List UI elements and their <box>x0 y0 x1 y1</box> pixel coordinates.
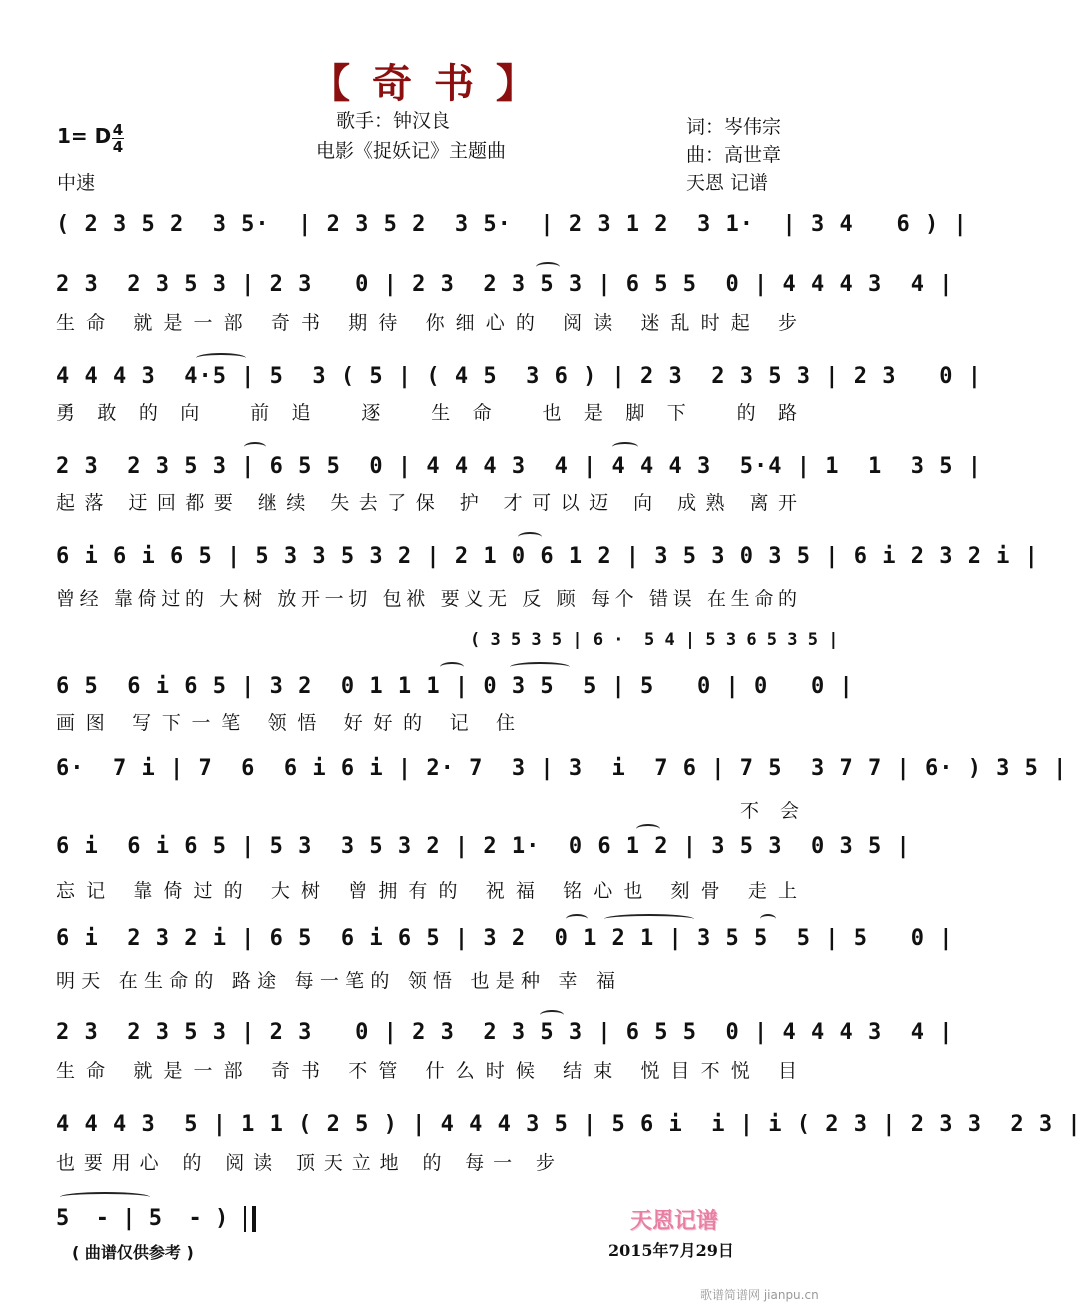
transcription-date: 2015年7月29日 <box>608 1241 734 1260</box>
slur-mark <box>518 532 542 542</box>
slur-mark <box>636 824 660 834</box>
slur-mark <box>604 914 694 924</box>
lyric-line-2: 生命 就是一部 奇书 期待 你细心的 阅读 迷乱时起 步 <box>56 312 798 334</box>
score-notes: 6 i 6 i 6 5 | 5 3 3 5 3 2 | 2 1 0 6 1 2 | 3 5 3 0 3 5 | 6 i 2 3 2 i | <box>56 544 1039 569</box>
lyric-line-3: 勇敢的向 前追 逐 生命 也是脚下 的路 <box>56 402 798 424</box>
slur-mark <box>196 353 246 363</box>
score-line-5 <box>56 544 1039 580</box>
score-notes: 4 4 4 3 4·5 | 5 3 ( 5 | ( 4 5 3 6 ) | 2 3 2 3 5 3 | 2 3 0 | <box>56 364 982 389</box>
lyric-line-6: 画图 写下一笔 领悟 好好的 记 住 <box>56 712 516 734</box>
score-notes: 6· 7 i | 7 6 6 i 6 i | 2· 7 3 | 3 i 7 6 | 7 5 3 7 7 | 6· ) 3 5 | <box>56 756 1068 781</box>
time-signature-top: 4 <box>112 121 124 139</box>
score-notes: 2 3 2 3 5 3 | 6 5 5 0 | 4 4 4 3 4 | 4 4 4 3 5·4 | 1 1 3 5 | <box>56 454 982 479</box>
lyric-line-4: 起落 迂回都要 继续 失去了保 护 才可以迈 向 成熟 离开 <box>56 492 798 514</box>
film-source: 电影《捉妖记》主题曲 <box>316 140 507 162</box>
slur-mark <box>60 1192 150 1202</box>
score-line-11 <box>56 1112 1082 1148</box>
tempo-marking: 中速 <box>57 172 96 194</box>
score-notes: 4 4 4 3 5 | 1 1 ( 2 5 ) | 4 4 4 3 5 | 5 6 i i | i ( 2 3 | 2 3 3 2 3 | <box>56 1112 1082 1137</box>
score-line-4 <box>56 454 982 490</box>
lyric-line-8: 忘记 靠倚过的 大树 曾拥有的 祝福 铭心也 刻骨 走上 <box>56 880 798 902</box>
score-line-1 <box>56 212 968 248</box>
score-notes: 2 3 2 3 5 3 | 2 3 0 | 2 3 2 3 5 3 | 6 5 5 0 | 4 4 4 3 4 | <box>56 1020 954 1045</box>
lyric-line-11: 也要用心 的 阅读 顶天立地 的 每一 步 <box>56 1152 556 1174</box>
footnote: ( 曲谱仅供参考 ) <box>72 1243 194 1262</box>
slur-mark <box>536 262 560 272</box>
score-line-9 <box>56 926 954 962</box>
watermark: 歌谱简谱网 jianpu.cn <box>700 1288 819 1302</box>
score-notes: 6 5 6 i 6 5 | 3 2 0 1 1 1 | 0 3 5 5 | 5 0 | 0 0 | <box>56 674 854 699</box>
score-line-2 <box>56 272 954 308</box>
transcriber-stamp: 天恩记谱 <box>630 1208 719 1234</box>
score-line-10 <box>56 1020 954 1056</box>
lyric-line-7: 不会 <box>740 800 800 822</box>
lyric-line-9: 明天 在生命的 路途 每一笔的 领悟 也是种 幸 福 <box>56 970 616 992</box>
slur-mark <box>510 662 570 672</box>
score-line-7 <box>56 756 1068 792</box>
lyricist-credit: 词：岑伟宗 <box>686 116 782 138</box>
score-notes: ( 2 3 5 2 3 5· | 2 3 5 2 3 5· | 2 3 1 2 3 1· | 3 4 6 ) | <box>56 212 968 237</box>
slur-mark <box>244 442 266 452</box>
slur-mark <box>566 914 588 924</box>
interlude-notes: ( 3 5 3 5 | 6 · 5 4 | 5 3 6 5 3 5 | <box>470 630 839 650</box>
composer-credit: 曲：高世章 <box>686 144 782 166</box>
score-line-8 <box>56 834 911 870</box>
final-barline <box>244 1206 256 1232</box>
score-notes: 6 i 2 3 2 i | 6 5 6 i 6 5 | 3 2 0 1 2 1 | 3 5 5 5 | 5 0 | <box>56 926 954 951</box>
transcriber-credit: 天恩 记谱 <box>686 172 769 194</box>
singer-credit: 歌手：钟汉良 <box>336 110 451 132</box>
slur-mark <box>540 1010 564 1020</box>
slur-mark <box>440 662 464 672</box>
ending-notes: 5 - | 5 - ) <box>56 1206 242 1231</box>
score-line-3 <box>56 364 982 400</box>
fermata-mark <box>760 914 776 924</box>
key-signature: 1= D <box>57 124 112 148</box>
score-notes: 2 3 2 3 5 3 | 2 3 0 | 2 3 2 3 5 3 | 6 5 5 0 | 4 4 4 3 4 | <box>56 272 954 297</box>
lyric-line-5: 曾经 靠倚过的 大树 放开一切 包袱 要义无 反 顾 每个 错误 在生命的 <box>56 588 798 610</box>
score-notes: 6 i 6 i 6 5 | 5 3 3 5 3 2 | 2 1· 0 6 1 2 | 3 5 3 0 3 5 | <box>56 834 911 859</box>
time-signature <box>111 122 125 155</box>
song-title: 【 奇 书 】 <box>310 61 540 107</box>
lyric-line-10: 生命 就是一部 奇书 不管 什么时候 结束 悦目不悦 目 <box>56 1060 798 1082</box>
score-line-6 <box>56 674 854 710</box>
time-signature-bottom: 4 <box>112 138 124 156</box>
slur-mark <box>612 442 638 452</box>
